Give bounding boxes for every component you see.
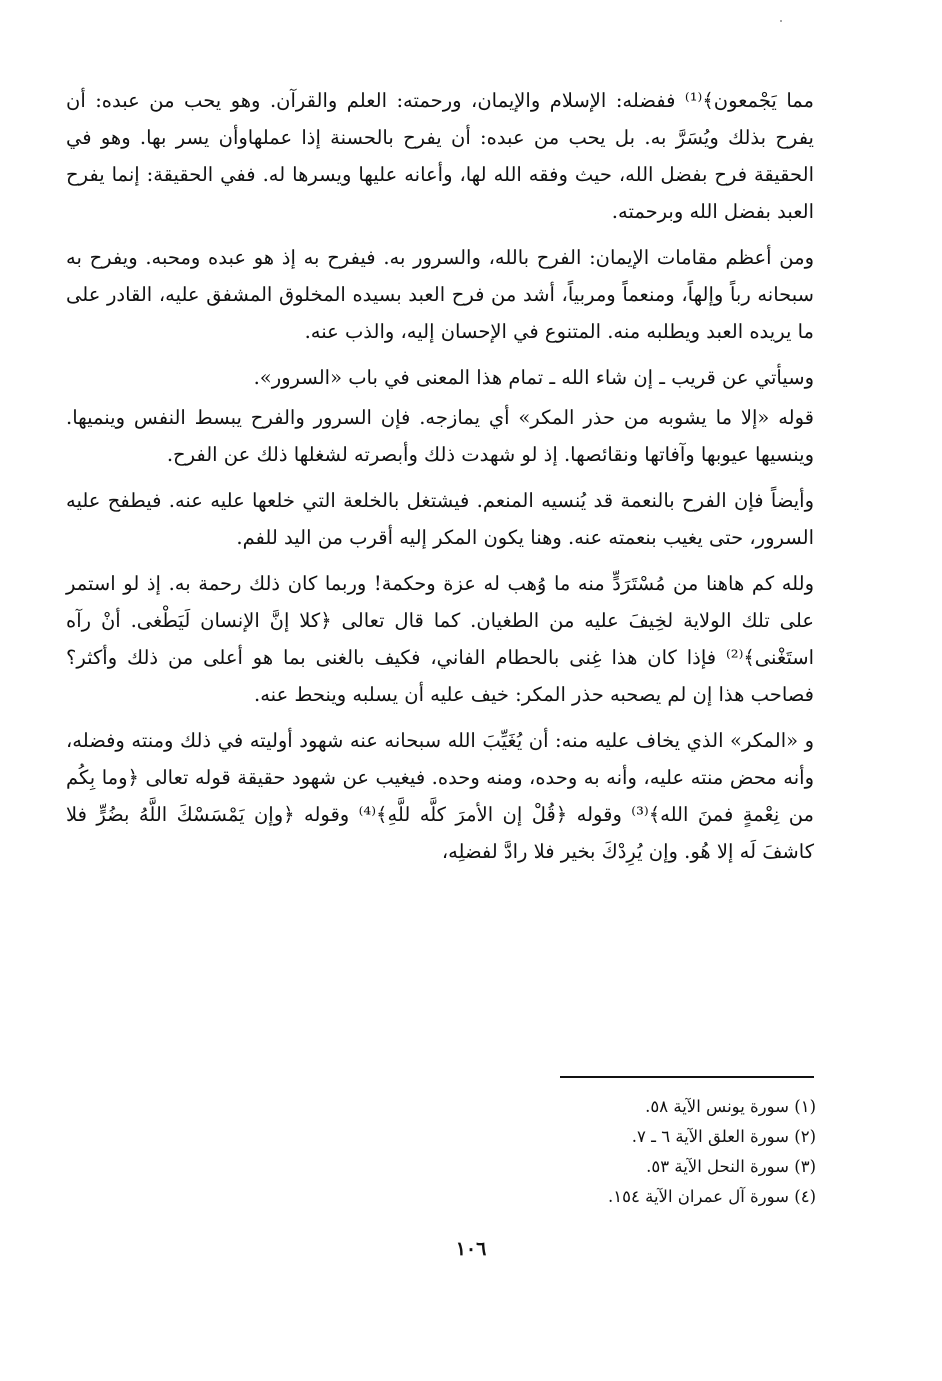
paragraph-3: وسيأتي عن قريب ـ إن شاء الله ـ تمام هذا المعنى في باب «السرور».: [253, 366, 814, 389]
paragraph-6: ولله كم هاهنا من مُسْتَرَدٍّ منه ما وُهب له عزة وحكمة! وربما كان ذلك رحمة به. إذ لو استمر على تلك الولاية لخِيفَ عليه من الطغيان. كما قال تعالى ﴿كلا إنَّ الإنسان لَيَطْغى. أنْ رآه استَغْنى﴾⁽²⁾ فإذا كان هذا غِنى بالحطام الفاني، فكيف بالغنى بما هو أعلى من ذلك وأكثر؟ فصاحب هذا إن لم يصحبه حذر المكر: خيف عليه أن يسلبه وينحط عنه.: [66, 572, 814, 706]
paragraph-7: و «المكر» الذي يخاف عليه منه: أن يُغَيِّبَ الله سبحانه عنه شهود أوليته في ذلك ومنته وفضله، وأنه محض منته عليه، وأنه به وحده، ومنه وحده. فيغيب عن شهود حقيقة قوله تعالى ﴿وما بِكُم من نِعْمةٍ فمنَ الله﴾⁽³⁾ وقوله ﴿قُلْ إن الأمرَ كلَّه للَّهِ﴾⁽⁴⁾ وقوله ﴿وإن يَمْسَسْكَ اللَّهُ بضُرٍّ فلا كاشفَ لَه إلا هُو. وإن يُرِدْكَ بخير فلا رادَّ لفضلِه،: [66, 729, 814, 863]
paragraph-4: قوله «إلا ما يشوبه من حذر المكر» أي يمازجه. فإن السرور والفرح يبسط النفس وينميها. وينسيها عيوبها وآفاتها ونقائصها. إذ لو شهدت ذلك وأبصرته لشغلها ذلك عن الفرح.: [66, 406, 814, 466]
footnote-4: (٤) سورة آل عمران الآية ١٥٤.: [608, 1187, 816, 1206]
scan-speck: [780, 20, 782, 22]
footnote-2: (٢) سورة العلق الآية ٦ ـ ٧.: [631, 1127, 816, 1146]
footnotes: [416, 1092, 816, 1212]
footnote-1: (١) سورة يونس الآية ٥٨.: [645, 1097, 816, 1116]
page-number: ١٠٦: [455, 1238, 487, 1260]
page-body: [66, 82, 814, 870]
footnote-3: (٣) سورة النحل الآية ٥٣.: [646, 1157, 816, 1176]
paragraph-1: مما يَجْمعون﴾⁽¹⁾ ففضله: الإسلام والإيمان، ورحمته: العلم والقرآن. وهو يحب من عبده: أن يفرح بذلك ويُسَرَّ به. بل يحب من عبده: أن يفرح بالحسنة إذا عملهاوأن يسر بها. وهو في الحقيقة فرح بفضل الله، حيث وفقه الله لها، وأعانه عليها ويسرها له. ففي الحقيقة: إنما يفرح العبد بفضل الله وبرحمته.: [66, 89, 814, 223]
footnote-separator: [560, 1076, 814, 1078]
paragraph-2: ومن أعظم مقامات الإيمان: الفرح بالله، والسرور به. فيفرح به إذ هو عبده ومحبه. ويفرح به سبحانه رباً وإلهاً، ومنعماً ومربياً، أشد من فرح العبد بسيده المخلوق المشفق عليه، القادر على ما يريده العبد ويطلبه منه. المتنوع في الإحسان إليه، والذب عنه.: [66, 246, 814, 343]
paragraph-5: وأيضاً فإن الفرح بالنعمة قد يُنسيه المنعم. فيشتغل بالخلعة التي خلعها عليه عنه. فيطفح عليه السرور، حتى يغيب بنعمته عنه. وهنا يكون المكر إليه أقرب من اليد للفم.: [66, 489, 814, 549]
